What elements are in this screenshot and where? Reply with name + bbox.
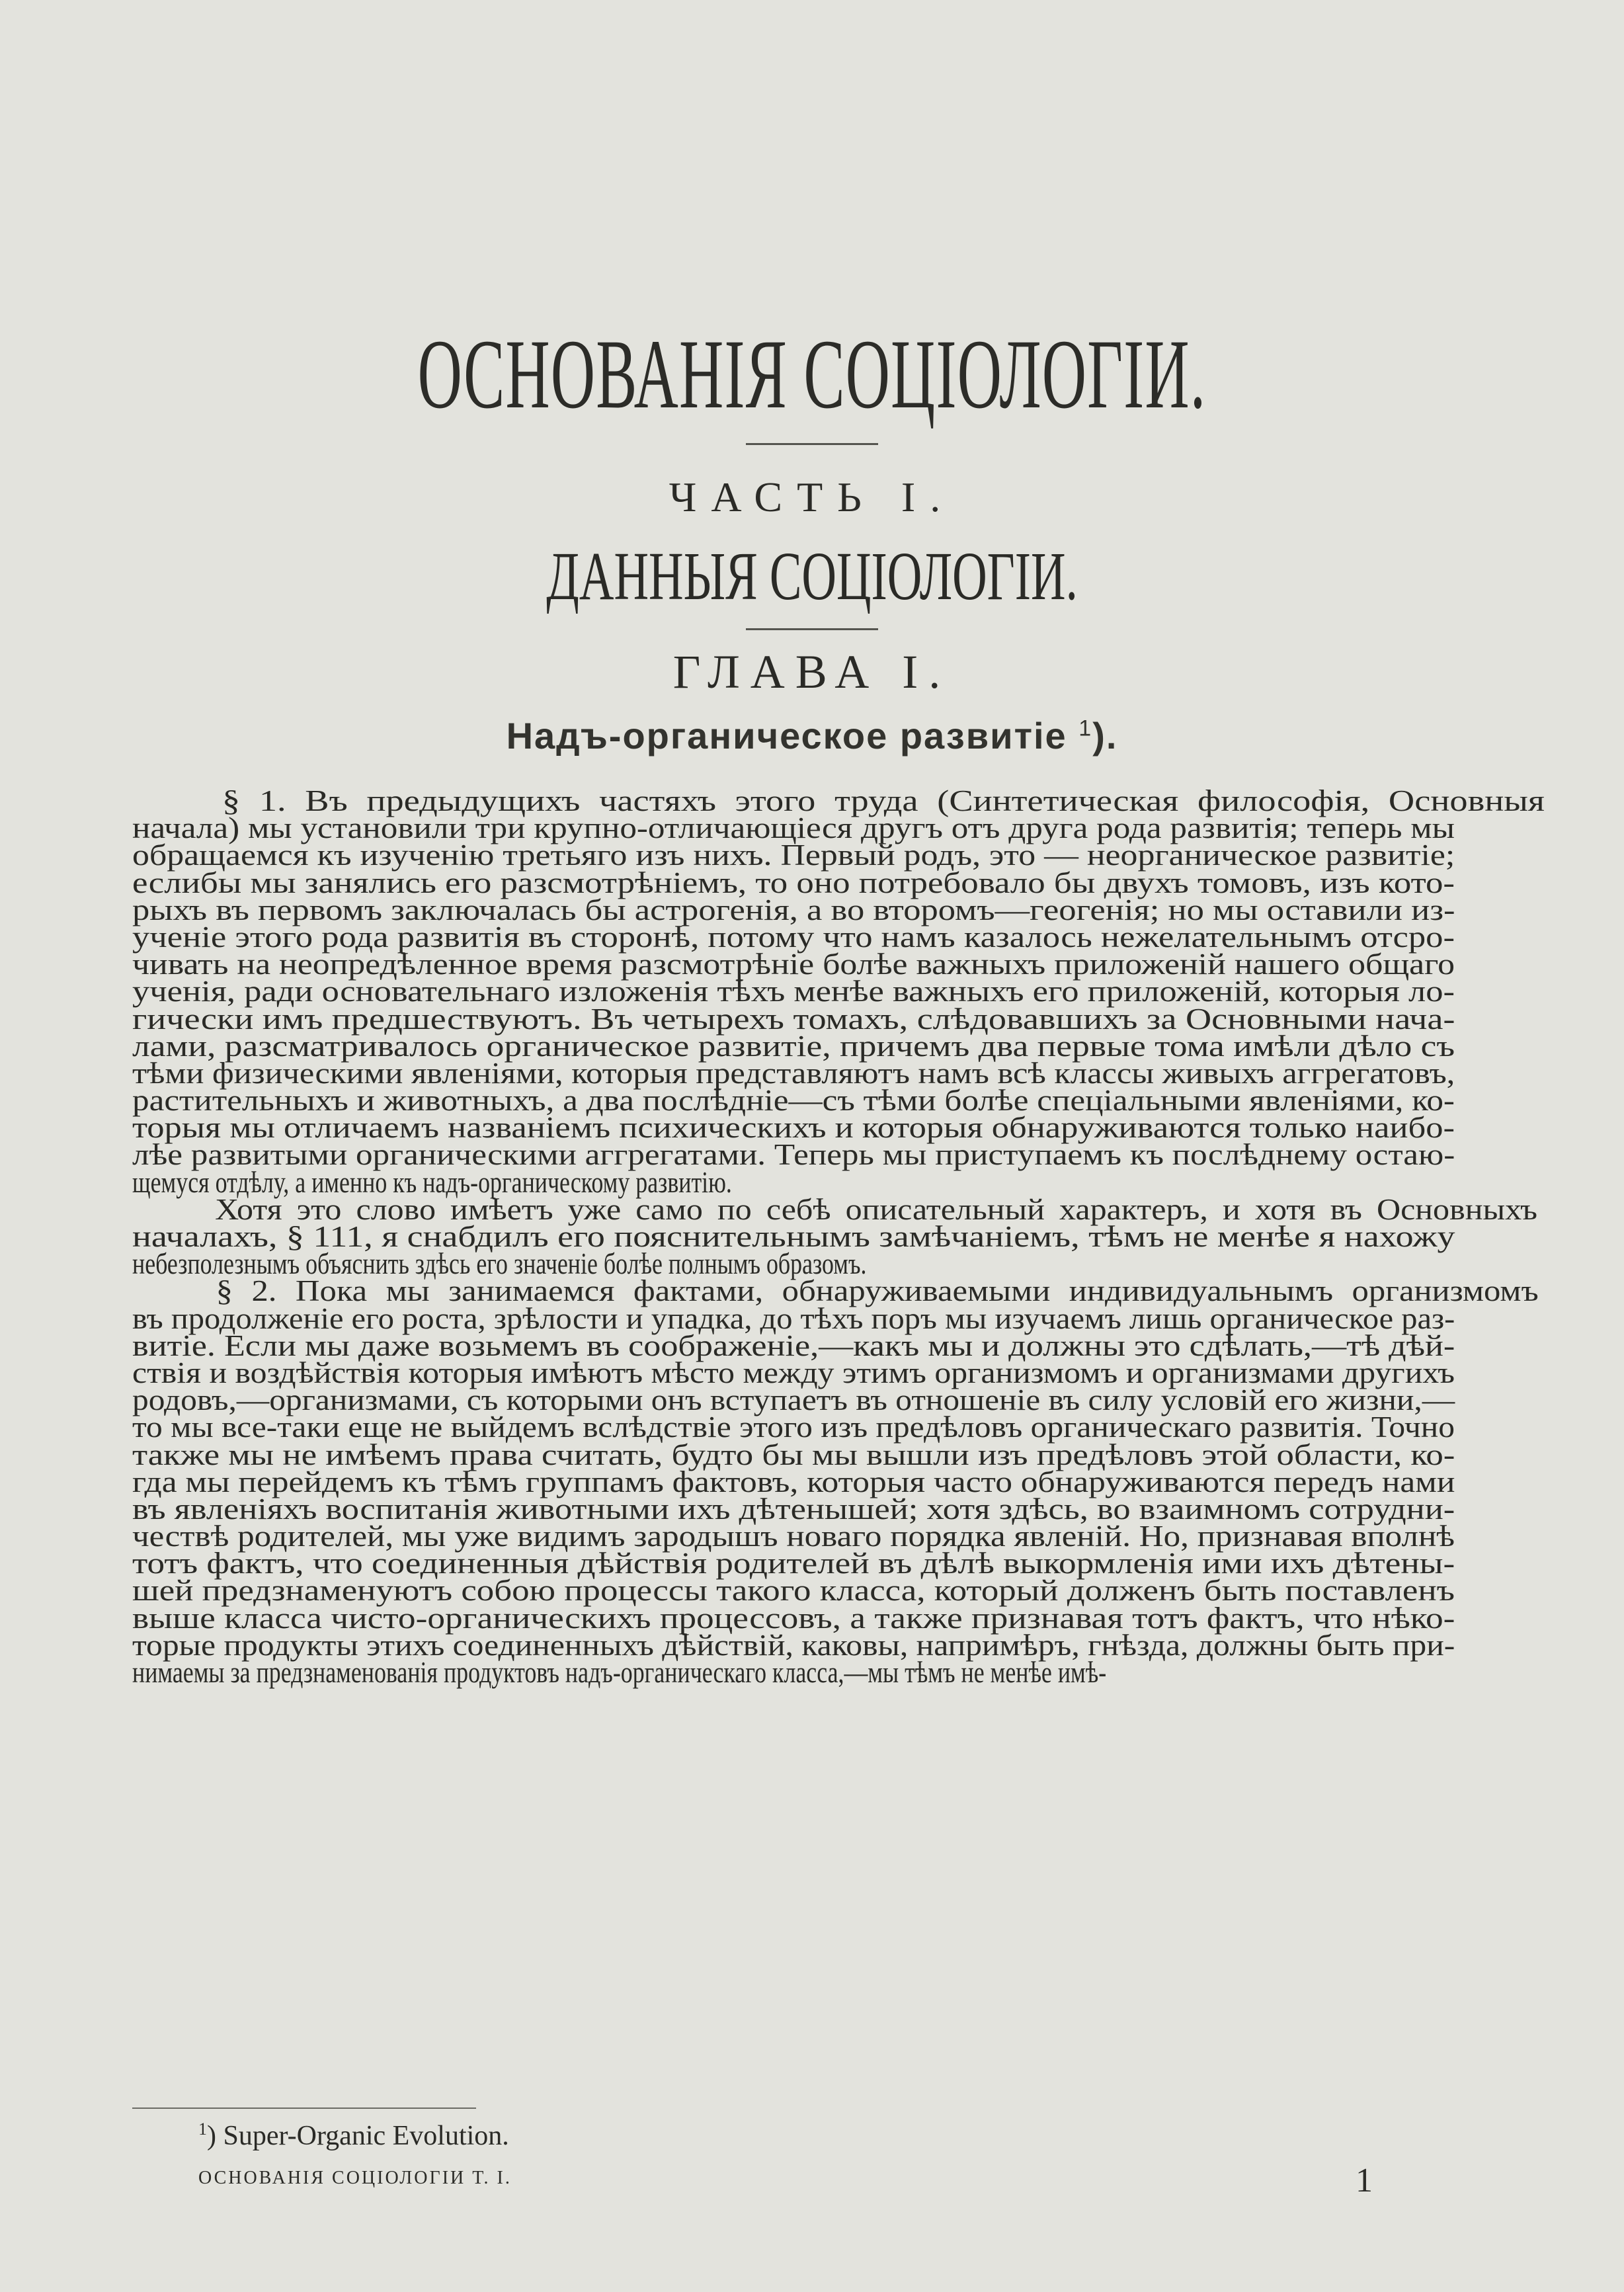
text-line: ствія и воздѣйствія которыя имѣютъ мѣсто между этимъ организмомъ и организмами другихъ <box>132 1355 1455 1389</box>
text-line: ученіе этого рода развитія въ сторонѣ, потому что намъ казалось нежелательнымъ отсро- <box>132 919 1455 954</box>
text-line: § 1. Въ предыдущихъ частяхъ этого труда (Синтетическая философія, Основныя <box>222 784 1545 817</box>
text-line: началахъ, § 111, я снабдилъ его пояснительнымъ замѣчаніемъ, тѣмъ не менѣе я нахожу <box>132 1219 1455 1253</box>
text-line: ученія, ради основательнаго изложенія тѣхъ менѣе важныхъ его приложеній, которыя ло- <box>132 974 1455 1008</box>
footnote-reference[interactable]: 1 <box>1078 716 1093 741</box>
text-line: обращаемся къ изученію третьяго изъ нихъ. Первый родъ, это — неорганическое развитіе; <box>132 838 1455 872</box>
text-line: гда мы перейдемъ къ тѣмъ группамъ фактовъ, которыя часто обнаруживаются передъ нами <box>132 1464 1455 1498</box>
text-line: начала) мы установили три крупно-отличающіеся другъ отъ друга рода развитія; теперь мы <box>132 811 1455 845</box>
text-line: щемуся отдѣлу, а именно къ надъ-органическому развитію. <box>132 1165 732 1199</box>
text-line: растительныхъ и животныхъ, а два послѣдніе—съ тѣми болѣе спеціальными явленіями, ко- <box>132 1083 1455 1118</box>
text-line: чивать на неопредѣленное время разсмотрѣніе болѣе важныхъ приложеній нашего общаго <box>132 947 1455 981</box>
text-line: чествѣ родителей, мы уже видимъ зародышъ новаго порядка явленій. Но, признавая вполнѣ <box>132 1519 1455 1553</box>
text-line: еслибы мы занялись его разсмотрѣніемъ, то оно потребовало бы двухъ томовъ, изъ кото- <box>132 865 1455 899</box>
text-line: § 2. Пока мы занимаемся фактами, обнаруживаемыми индивидуальнымъ организмомъ <box>216 1274 1539 1308</box>
text-line: также мы не имѣемъ права считать, будто бы мы вышли изъ предѣловъ этой области, ко- <box>132 1437 1455 1471</box>
text-line: лѣе развитыми органическими аггрегатами. Теперь мы приступаемъ къ послѣднему остаю- <box>132 1137 1455 1172</box>
text-line: Хотя это слово имѣетъ уже само по себѣ описательный характеръ, и хотя въ Основныхъ <box>215 1192 1538 1226</box>
text-line: тотъ фактъ, что соединенныя дѣйствія родителей въ дѣлѣ выкормленія ими ихъ дѣтены- <box>132 1546 1455 1580</box>
chapter-title <box>0 714 1624 757</box>
footnote <box>198 2119 509 2152</box>
text-line: лами, разсматривалось органическое развитіе, причемъ два первые тома имѣли дѣло съ <box>132 1028 1455 1063</box>
title-divider <box>746 443 878 445</box>
footnote-divider <box>132 2108 476 2109</box>
part-divider <box>746 628 878 630</box>
text-line: тѣми физическими явленіями, которыя представляютъ намъ всѣ классы живыхъ аггрегатовъ, <box>132 1055 1455 1090</box>
body-text <box>132 784 1545 1689</box>
text-line: торыя мы отличаемъ названіемъ психическихъ и которыя обнаруживаются только наибо- <box>132 1110 1455 1145</box>
text-line: рыхъ въ первомъ заключалась бы астрогенія, а во второмъ—геогенія; но мы оставили из- <box>132 892 1455 926</box>
chapter-title-text: Надъ-органическое развитіе <box>506 715 1067 757</box>
footnote-mark: 1 <box>198 2119 207 2139</box>
footnote-text: ) Super-Organic Evolution. <box>207 2121 509 2151</box>
chapter-heading: ГЛАВА I. <box>672 645 952 698</box>
text-line: то мы все-таки еще не выйдемъ вслѣдствіе этого изъ предѣловъ органическаго развитія. Точно <box>132 1410 1455 1444</box>
text-line: гически имъ предшествуютъ. Въ четырехъ томахъ, слѣдовавшихъ за Основными нача- <box>132 1001 1455 1036</box>
part-heading: ЧАСТЬ I. <box>669 473 955 520</box>
text-line: въ явленіяхъ воспитанія животными ихъ дѣтенышей; хотя здѣсь, во взаимномъ сотрудни- <box>132 1491 1455 1526</box>
text-line: выше класса чисто-органическихъ процессовъ, а также признавая тотъ фактъ, что нѣко- <box>132 1600 1455 1635</box>
page-number: 1 <box>1356 2162 1373 2199</box>
running-footer: ОСНОВАНІЯ СОЦІОЛОГІИ Т. I. <box>198 2168 512 2188</box>
text-line: въ продолженіе его роста, зрѣлости и упадка, до тѣхъ поръ мы изучаемъ лишь органическое раз- <box>132 1301 1455 1335</box>
text-line: шей предзнаменуютъ собою процессы такого класса, который долженъ быть поставленъ <box>132 1573 1455 1608</box>
text-line: торые продукты этихъ соединенныхъ дѣйствій, каковы, напримѣръ, гнѣзда, должны быть при- <box>132 1627 1455 1662</box>
chapter-title-punct: ). <box>1092 715 1118 757</box>
text-line: витіе. Если мы даже возьмемъ въ соображеніе,—какъ мы и должны это сдѣлать,—тѣ дѣй- <box>132 1328 1455 1362</box>
text-line: небезполезнымъ объяснить здѣсь его значеніе болѣе полнымъ образомъ. <box>132 1247 867 1281</box>
book-title: ОСНОВАНІЯ СОЦІОЛОГІИ. <box>417 319 1207 429</box>
text-line: нимаемы за предзнаменованія продуктовъ надъ-органическаго класса,—мы тѣмъ не менѣе имѣ- <box>132 1655 1107 1689</box>
text-line: родовъ,—организмами, съ которыми онъ вступаетъ въ отношеніе въ силу условій его жизни,— <box>132 1383 1455 1417</box>
part-title: ДАННЫЯ СОЦІОЛОГІИ. <box>546 538 1078 614</box>
